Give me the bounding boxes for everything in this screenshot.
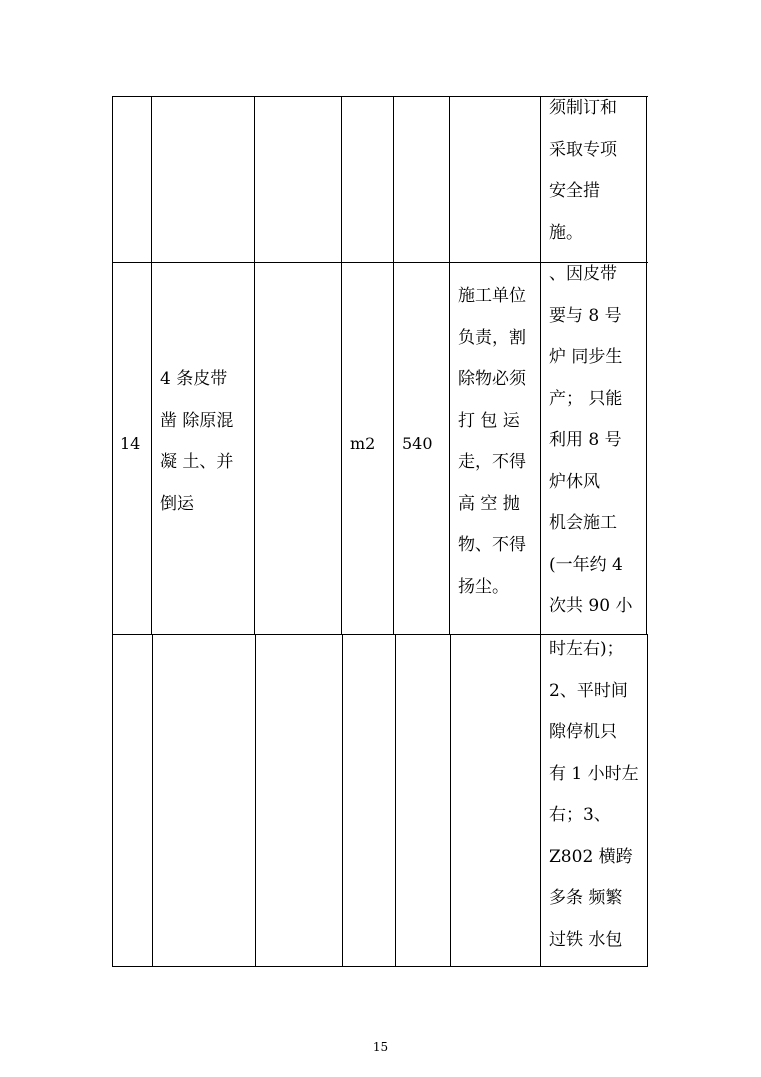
note-line: 机会施工 bbox=[549, 513, 617, 533]
row2-quantity: 540 bbox=[402, 434, 433, 453]
note-line: 炉 同步生 bbox=[549, 347, 623, 367]
requirement-line: 物、不得 bbox=[458, 535, 526, 555]
note-line: 采取专项 bbox=[549, 139, 617, 160]
requirement-line: 走，不得 bbox=[458, 452, 526, 472]
col-line bbox=[540, 96, 541, 634]
requirement-line: 负责，割 bbox=[458, 327, 526, 348]
note-line: 要与 8 号 bbox=[549, 305, 622, 326]
col-line bbox=[540, 634, 541, 967]
col-line bbox=[646, 96, 647, 634]
row2-index: 14 bbox=[120, 434, 141, 453]
col-line bbox=[395, 634, 396, 967]
col-line bbox=[112, 634, 113, 967]
note-line: 有 1 小时左 bbox=[549, 763, 639, 784]
requirement-line: 扬尘。 bbox=[458, 576, 509, 597]
table-border-bottom bbox=[112, 966, 648, 967]
item-line: 倒运 bbox=[160, 493, 194, 514]
row2-note-cell bbox=[549, 254, 632, 628]
requirement-line: 高 空 抛 bbox=[458, 493, 520, 514]
col-line bbox=[254, 96, 255, 634]
requirement-line: 施工单位 bbox=[458, 286, 526, 306]
item-line: 凿 除原混 bbox=[160, 410, 234, 431]
note-line: 、因皮带 bbox=[549, 264, 617, 284]
note-line: 过铁 水包 bbox=[549, 929, 623, 950]
row1-note-cell bbox=[549, 88, 617, 254]
col-line bbox=[393, 96, 394, 634]
note-line: 利用 8 号 bbox=[549, 430, 622, 450]
note-line: 次共 90 小 bbox=[549, 596, 633, 616]
note-line: 产； 只能 bbox=[549, 388, 623, 409]
row2-item-cell bbox=[160, 359, 233, 525]
col-line bbox=[151, 96, 152, 634]
col-line bbox=[647, 634, 648, 967]
note-line: 施。 bbox=[549, 222, 583, 243]
col-line bbox=[342, 634, 343, 967]
requirement-line: 打 包 运 bbox=[458, 410, 520, 431]
note-line: 右；3、 bbox=[549, 805, 611, 825]
item-line: 4 条皮带 bbox=[160, 369, 228, 389]
note-line: 多条 频繁 bbox=[549, 888, 623, 908]
note-line: 炉休风 bbox=[549, 471, 600, 492]
row3-note-cell bbox=[549, 629, 639, 961]
col-line bbox=[450, 634, 451, 967]
item-line: 凝 土、并 bbox=[160, 452, 234, 472]
row2-unit: m2 bbox=[350, 434, 376, 453]
note-line: Z802 横跨 bbox=[549, 846, 633, 867]
requirement-line: 除物必须 bbox=[458, 369, 526, 389]
note-line: 时左右)； bbox=[549, 639, 624, 659]
col-line bbox=[255, 634, 256, 967]
note-line: 须制订和 bbox=[549, 98, 617, 118]
col-line bbox=[152, 634, 153, 967]
col-line bbox=[341, 96, 342, 634]
note-line: 隙停机只 bbox=[549, 722, 617, 742]
note-line: (一年约 4 bbox=[549, 554, 623, 575]
row2-requirement-cell bbox=[458, 276, 526, 608]
note-line: 安全措 bbox=[549, 181, 600, 201]
col-line bbox=[112, 96, 113, 634]
page-number: 15 bbox=[372, 1040, 389, 1054]
note-line: 2、平时间 bbox=[549, 680, 628, 701]
col-line bbox=[449, 96, 450, 634]
